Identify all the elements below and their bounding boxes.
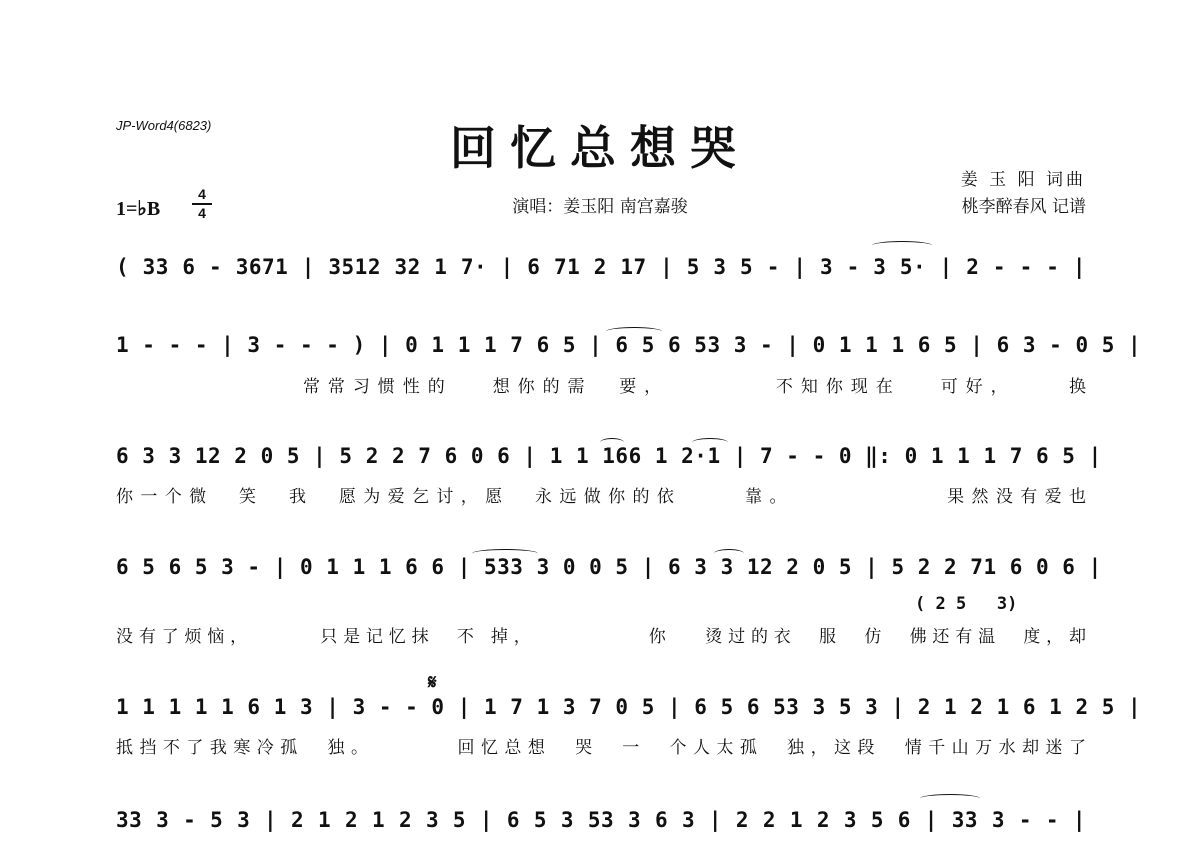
notation-line-2: 1 - - - | 3 - - - ) | 0 1 1 1 7 6 5 | 6 5 6 53 3 - | 0 1 1 1 6 5 | 6 3 - 0 5 | (116, 333, 1142, 357)
time-signature (192, 186, 212, 222)
time-numerator: 4 (192, 186, 212, 205)
lyrics-line-2: 常常习惯性的 想你的需 要， 不知你现在 可好， 换 (116, 377, 1086, 397)
transcriber-credit: 桃李醉春风 记谱 (961, 197, 1086, 217)
slur-mark (606, 327, 662, 336)
notation-line-6: 33 3 - 5 3 | 2 1 2 1 2 3 5 | 6 5 3 53 3 6 3 | 2 2 1 2 3 5 6 | 33 3 - - | (116, 808, 1086, 832)
slur-mark (714, 549, 744, 558)
singer-credit: 演唱：姜玉阳 南宫嘉骏 (512, 197, 688, 217)
segno-sign: 𝄋 (428, 670, 437, 694)
slur-mark (692, 438, 728, 447)
notation-line-5: 1 1 1 1 1 6 1 3 | 3 - - 0 | 1 7 1 3 7 0 5 | 6 5 6 53 3 5 3 | 2 1 2 1 6 1 2 5 | (116, 695, 1142, 719)
notation-line-4: 6 5 6 5 3 - | 0 1 1 1 6 6 | 533 3 0 0 5 | 6 3 3 12 2 0 5 | 5 2 2 71 6 0 6 | (116, 555, 1102, 579)
slur-mark (920, 794, 980, 803)
time-denominator: 4 (198, 205, 206, 221)
lyrics-line-5: 抵挡不了我寒冷孤 独。 回忆总想 哭 一 个人太孤 独，这段 情千山万水却迷了 (116, 738, 1086, 758)
lyricist-credit: 姜 玉 阳 词曲 (960, 170, 1086, 190)
lyrics-line-4: 没有了烦恼， 只是记忆抹 不 掉， 你 烫过的衣 服 仿 佛还有温 度，却 (116, 627, 1086, 647)
notation-line-1: ( 33 6 - 3671 | 3512 32 1 7· | 6 71 2 17 | 5 3 5 - | 3 - 3 5· | 2 - - - | (116, 255, 1086, 279)
software-label: JP-Word4(6823) (116, 118, 212, 133)
lyrics-line-3: 你一个微 笑 我 愿为爱乞讨，愿 永远做你的依 靠。 果然没有爱也 (116, 487, 1086, 507)
slur-mark (600, 438, 624, 447)
notation-line-3: 6 3 3 12 2 0 5 | 5 2 2 7 6 0 6 | 1 1 166 1 2·1 | 7 - - 0 ‖: 0 1 1 1 7 6 5 | (116, 444, 1102, 468)
song-title: 回忆总想哭 (450, 121, 750, 175)
alternate-notes: ( 2 5 3) (915, 594, 1018, 614)
slur-mark (872, 241, 932, 250)
slur-mark (472, 549, 538, 558)
key-signature: 1=♭B (116, 198, 161, 220)
